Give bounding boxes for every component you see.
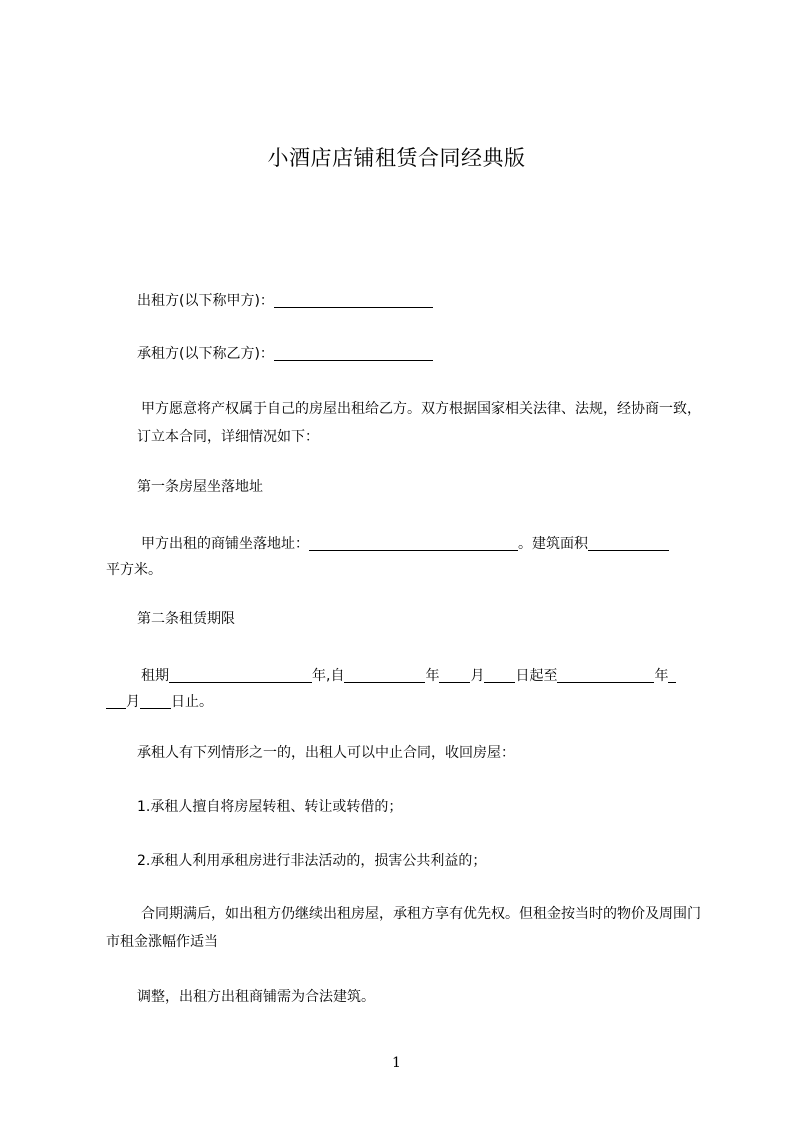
termination-item-2: 2.承租人利用承租房进行非法活动的，损害公共利益的； bbox=[137, 853, 487, 869]
end-year-label: 年 bbox=[654, 668, 669, 684]
article1-address-line bbox=[141, 534, 669, 555]
address-label: 甲方出租的商铺坐落地址： bbox=[141, 536, 309, 552]
end-month-label: 月 bbox=[126, 694, 140, 710]
renewal-paragraph bbox=[106, 900, 706, 956]
lessee-name-blank bbox=[274, 345, 433, 361]
adjust-line: 调整，出租方出租商铺需为合法建筑。 bbox=[137, 989, 375, 1005]
address-blank bbox=[309, 535, 518, 551]
start-month-blank bbox=[439, 667, 470, 683]
termination-item-1: 1.承租人擅自将房屋转租、转让或转借的； bbox=[137, 799, 403, 815]
document-title: 小酒店店铺租赁合同经典版 bbox=[267, 146, 526, 170]
area-unit: 平方米。 bbox=[106, 562, 162, 578]
page-number: 1 bbox=[392, 1055, 401, 1071]
termination-intro: 承租人有下列情形之一的，出租人可以中止合同，收回房屋： bbox=[137, 745, 515, 761]
area-label: 。建筑面积 bbox=[518, 536, 588, 552]
area-blank bbox=[588, 535, 669, 551]
end-month-blank-end bbox=[106, 693, 126, 709]
lessee-line bbox=[137, 344, 433, 365]
lessor-label: 出租方(以下称甲方)： bbox=[137, 293, 274, 309]
start-year-blank bbox=[344, 667, 425, 683]
intro-text: 甲方愿意将产权属于自己的房屋出租给乙方。双方根据国家相关法律、法规，经协商一致，订立本合同，详细情况如下： bbox=[137, 401, 701, 445]
start-day-to-label: 日起至 bbox=[515, 668, 558, 684]
end-year-blank bbox=[557, 667, 654, 683]
renewal-text: 合同期满后，如出租方仍继续出租房屋，承租方享有优先权。但租金按当时的物价及周围门市租金涨幅作适当 bbox=[106, 906, 701, 950]
lessor-line bbox=[137, 291, 433, 312]
end-day-blank bbox=[140, 693, 171, 709]
article1-heading: 第一条房屋坐落地址 bbox=[137, 479, 263, 495]
term-label: 租期 bbox=[141, 668, 169, 684]
term-line-2 bbox=[106, 692, 213, 713]
end-month-blank-start bbox=[668, 667, 676, 683]
end-day-label: 日止。 bbox=[171, 694, 213, 710]
start-year-label: 年 bbox=[425, 668, 440, 684]
article2-heading: 第二条租赁期限 bbox=[137, 611, 235, 627]
start-month-label: 月 bbox=[470, 668, 485, 684]
intro-paragraph bbox=[137, 395, 703, 451]
term-years-blank bbox=[169, 667, 312, 683]
start-day-blank bbox=[484, 667, 515, 683]
lessor-name-blank bbox=[274, 292, 433, 308]
term-line-1 bbox=[141, 666, 676, 687]
lessee-label: 承租方(以下称乙方)： bbox=[137, 346, 274, 362]
term-from-label: 年,自 bbox=[312, 668, 345, 684]
